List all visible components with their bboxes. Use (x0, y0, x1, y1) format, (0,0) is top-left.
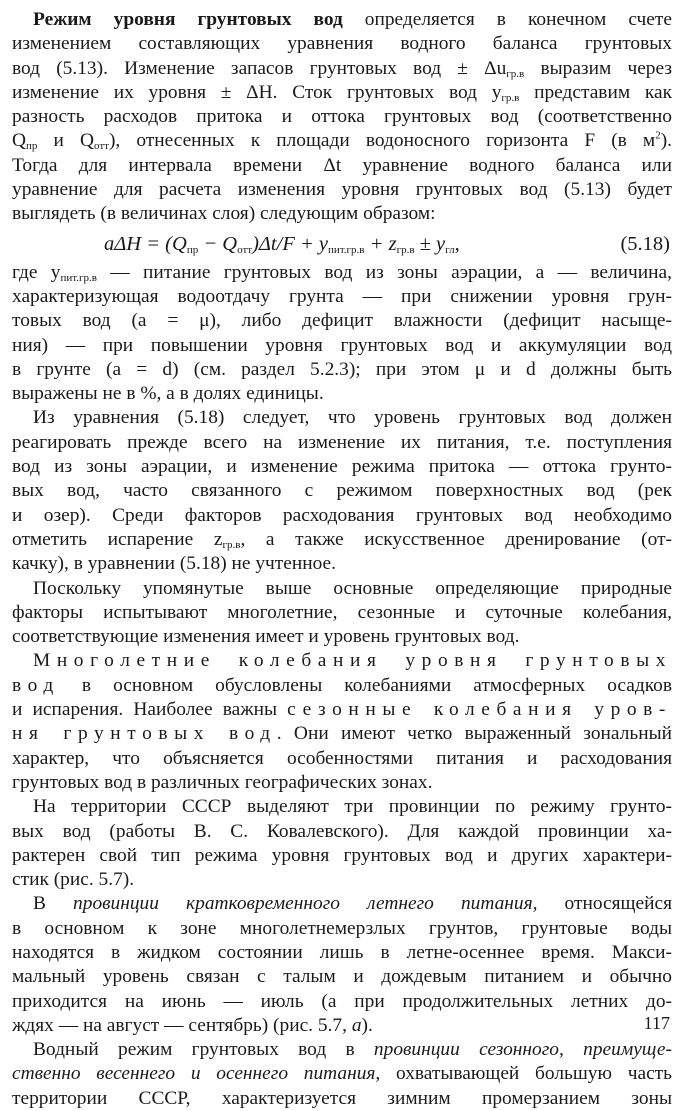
paragraph-factors (12, 577, 672, 650)
equation-5-18 (12, 227, 672, 261)
text-line: вод из зоны аэрации, и изменение режима притока — оттока грунто- (12, 456, 672, 478)
text-line: рактерен свой тип режима уровня грунтовых вод и других характери- (12, 844, 672, 866)
paragraph-provinces (12, 795, 672, 892)
paragraph-long-term-fluctuations (12, 649, 672, 795)
text-line: реагировать прежде всего на изменение их питания, т.е. поступления (12, 431, 672, 453)
text-line: разность расходов притока и оттока грунтовых вод (соответственно (12, 106, 672, 128)
text-line: и озер). Среди факторов расходования грунтовых вод необходимо (12, 504, 672, 526)
text-line: уравнение для расчета изменения уровня грунтовых вод (5.13) будет (12, 179, 672, 201)
text-line: выражены не в %, а в долях единицы. (12, 383, 324, 405)
text-line: факторы испытывают многолетние, сезонные и суточные колебания, (12, 601, 672, 623)
italic-term: провинции сезонного, преимуще- (373, 1039, 672, 1061)
text-line: ния) — при повышении уровня грунтовых вод и аккумуляции вод (12, 334, 672, 356)
text-line: вых вод (работы В. С. Ковалевского). Для каждой провинции ха- (12, 820, 672, 842)
text-line: Из уравнения (5.18) следует, что уровень грунтовых вод должен (33, 407, 672, 429)
text-line: В провинции кратковременного летнего питания, относящейся (33, 893, 672, 915)
text-line: ственно весеннего и осеннего питания, охватывающей большую часть (12, 1063, 672, 1085)
equation-number: (5.18) (620, 232, 670, 255)
text-line: вод в основном обусловлены колебаниями атмосферных осадков (12, 674, 672, 696)
text-line: ня грунтовых вод. Они имеют четко выраженный зональный (12, 723, 672, 745)
text-line: соответствующие изменения имеет и уровень грунтовых вод. (12, 626, 520, 648)
text-line: территории СССР, характеризуется зимним промерзанием зоны (12, 1087, 672, 1109)
text-line: вод (5.13). Изменение запасов грунтовых вод ± $\Delta u_{гр.в}$ выразим через (12, 57, 673, 80)
text-line: качку), в уравнении (5.18) не учтенное. (12, 553, 337, 575)
equation-expression: $a\Delta H = (Q_{пр} - Q_{отт})\Delta t/F + y_{пит.гр.в} + z_{гр.в} \pm y_{гл}$, (104, 232, 460, 256)
text-line: в грунте (a = d) (см. раздел 5.2.3); при этом μ и d должны быть (12, 358, 672, 380)
document-page (12, 8, 672, 1111)
text-line: товых вод (a = μ), либо дефицит влажности (дефицит насыще- (12, 310, 672, 332)
text-line: На территории СССР выделяют три провинции по режиму грунто- (33, 796, 672, 818)
text-line: и испарения. Наиболее важны сезонные колебания уров- (12, 699, 672, 721)
text-line: выглядеть (в величинах слоя) следующим образом: (12, 203, 436, 225)
paragraph-seasonal-province (12, 1038, 672, 1111)
text-line: характер, что объясняется особенностями питания и расходования (12, 747, 672, 769)
text-line: отметить испарение $z_{гр.в}$, а также искусственное дренирование (от- (12, 528, 673, 551)
text-line: характеризующая водоотдачу грунта — при снижении уровня грун- (12, 285, 672, 307)
italic-term: провинции кратковременного летнего питания, (73, 893, 538, 915)
spaced-term: ня грунтовых вод (12, 723, 277, 745)
text-line: Режим уровня грунтовых вод определяется в конечном счете (33, 9, 672, 30)
text-line: ждях — на август — сентябрь) (рис. 5.7, а). (12, 1014, 373, 1036)
text-line: мальный уровень связан с талым и дождевым питанием и обычно (12, 966, 672, 988)
spaced-term: сезонные колебания уров- (287, 699, 672, 721)
text-line: в основном к зоне многолетнемерзлых грунтов, грунтовые воды (12, 917, 672, 939)
text-line: изменение их уровня ± ΔH. Сток грунтовых вод $y_{гр.в}$ представим как (12, 81, 672, 104)
spaced-term-line: Многолетние колебания уровня грунтовых (33, 650, 672, 672)
page-number: 117 (643, 1013, 670, 1033)
bold-term: Режим уровня грунтовых вод (33, 9, 343, 30)
text-line: грунтовых вод в различных географических зонах. (12, 771, 433, 793)
paragraph-equation-consequences (12, 406, 672, 576)
text-line: находятся в жидком состоянии лишь в летне-осеннее время. Макси- (12, 941, 672, 963)
paragraph-regime (12, 8, 672, 227)
text-line: стик (рис. 5.7). (12, 869, 135, 891)
text-line: изменением составляющих уравнения водного баланса грунтовых (12, 33, 672, 55)
text-line: Поскольку упомянутые выше основные определяющие природные (33, 577, 672, 599)
text-line: приходится на июнь — июль (а при продолжительных летних до- (12, 990, 672, 1012)
text-line: вых вод, часто связанного с режимом поверхностных вод (рек (12, 480, 672, 502)
spaced-term: вод (12, 674, 60, 696)
text-line: Тогда для интервала времени Δt уравнение водного баланса или (12, 154, 672, 176)
paragraph-definitions (12, 261, 672, 407)
text-line: Водный режим грунтовых вод в провинции сезонного, преимуще- (33, 1039, 672, 1061)
text-line: $Q_{пр}$ и $Q_{отт}$), отнесенных к площади водоносного горизонта F (в $м^2$). (12, 130, 672, 153)
italic-term: ственно весеннего и осеннего питания, (12, 1063, 381, 1085)
paragraph-summer-province (12, 892, 672, 1038)
text-line: где $y_{пит.гр.в}$ — питание грунтовых вод из зоны аэрации, a — величина, (12, 261, 672, 284)
